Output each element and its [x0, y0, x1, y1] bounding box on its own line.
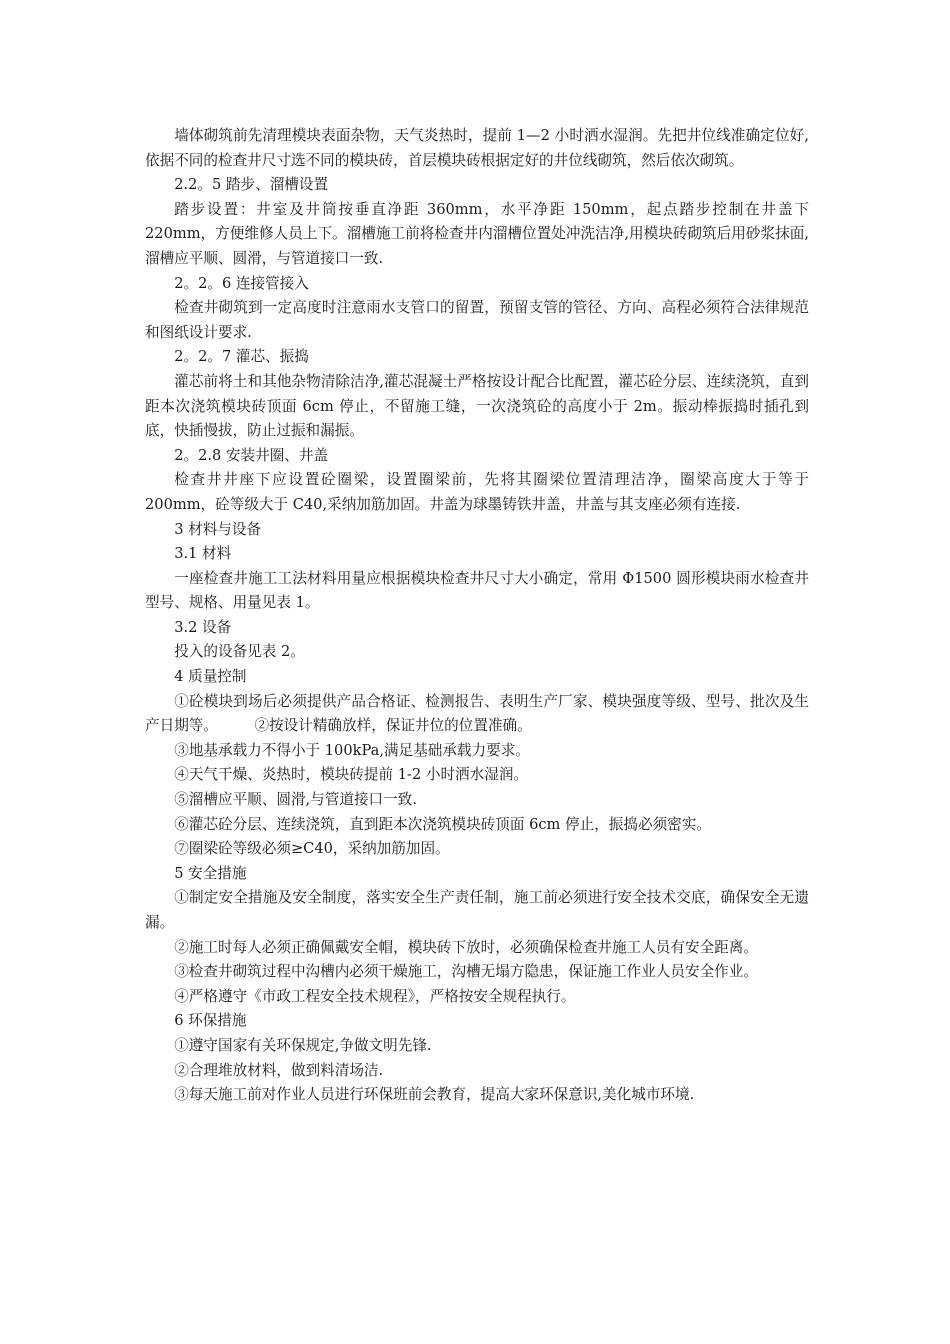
heading-3-2: 3.2 设备 — [174, 618, 232, 636]
safety-item-4: ④严格遵守《市政工程安全技术规程》，严格按安全规程执行。 — [174, 987, 576, 1005]
env-item-1: ①遵守国家有关环保规定,争做文明先锋. — [174, 1036, 432, 1054]
heading-2-2-8: 2。2.8 安装井圈、井盖 — [174, 446, 329, 464]
heading-2-2-6: 2。2。6 连接管接入 — [174, 274, 309, 292]
paragraph-masonry: 墙体砌筑前先清理模块表面杂物，天气炎热时，提前 1—2 小时洒水湿润。先把井位线准确定位好,依据不同的检查井尺寸选不同的模块砖，首层模块砖根据定好的井位线砌筑，然后依次砌筑。 — [145, 127, 809, 169]
paragraph-steps: 踏步设置：井室及井筒按垂直净距 360mm，水平净距 150mm，起点踏步控制在井盖下 220mm，方便维修人员上下。溜槽施工前将检查井内溜槽位置处冲洗洁净,用模块砖砌筑后用砂浆抹面,溜槽应平顺、圆滑，与管道接口一致. — [145, 200, 809, 267]
quality-item-4: ④天气干燥、炎热时，模块砖提前 1-2 小时洒水湿润。 — [174, 766, 529, 784]
quality-item-7: ⑦圈梁砼等级必须≥C40，采纳加筋加固。 — [174, 840, 450, 858]
env-item-3: ③每天施工前对作业人员进行环保班前会教育，提高大家环保意识,美化城市环境. — [174, 1086, 695, 1104]
paragraph-manhole-cover: 检查井井座下应设置砼圈梁，设置圈梁前，先将其圈梁位置清理洁净，圈梁高度大于等于 200mm，砼等级大于 C40,采纳加筋加固。井盖为球墨铸铁井盖，井盖与其支座必须有连接. — [145, 471, 809, 513]
safety-item-2: ②施工时每人必须正确佩戴安全帽，模块砖下放时，必须确保检查井施工人员有安全距离。 — [174, 938, 758, 956]
heading-4: 4 质量控制 — [174, 668, 247, 686]
document-page — [145, 124, 809, 1108]
paragraph-materials: 一座检查井施工工法材料用量应根据模块检查井尺寸大小确定，常用 Φ1500 圆形模块雨水检查井型号、规格、用量见表 1。 — [145, 569, 809, 612]
heading-3: 3 材料与设备 — [174, 520, 262, 538]
safety-item-3: ③检查井砌筑过程中沟槽内必须干燥施工，沟槽无塌方隐患，保证施工作业人员安全作业。 — [174, 963, 758, 981]
heading-5: 5 安全措施 — [174, 864, 247, 882]
paragraph-equipment: 投入的设备见表 2。 — [174, 643, 305, 661]
quality-item-3: ③地基承载力不得小于 100kPa,满足基础承载力要求。 — [174, 741, 530, 759]
quality-item-1-2: ①砼模块到场后必须提供产品合格证、检测报告、表明生产厂家、模块强度等级、型号、批次及生产日期等。 ②按设计精确放样，保证井位的位置准确。 — [145, 692, 809, 735]
quality-item-5: ⑤溜槽应平顺、圆滑,与管道接口一致. — [174, 791, 417, 809]
heading-6: 6 环保措施 — [174, 1012, 247, 1030]
env-item-2: ②合理堆放材料，做到料清场洁. — [174, 1061, 384, 1079]
heading-2-2-5: 2.2。5 踏步、溜槽设置 — [174, 176, 329, 194]
safety-item-1: ①制定安全措施及安全制度，落实安全生产责任制，施工前必须进行安全技术交底，确保安全无遗漏。 — [145, 889, 809, 931]
heading-3-1: 3.1 材料 — [174, 545, 232, 563]
heading-2-2-7: 2。2。7 灌芯、振捣 — [174, 348, 309, 366]
paragraph-grouting: 灌芯前将土和其他杂物清除洁净,灌芯混凝土严格按设计配合比配置，灌芯砼分层、连续浇筑，直到距本次浇筑模块砖顶面 6cm 停止，不留施工缝，一次浇筑砼的高度小于 2m。振动棒振捣时插孔到底，快插慢拔，防止过振和漏振。 — [145, 372, 809, 440]
paragraph-pipe: 检查井砌筑到一定高度时注意雨水支管口的留置，预留支管的管径、方向、高程必须符合法律规范和图纸设计要求. — [145, 299, 809, 341]
quality-item-6: ⑥灌芯砼分层、连续浇筑，直到距本次浇筑模块砖顶面 6cm 停止，振捣必须密实。 — [174, 815, 711, 833]
